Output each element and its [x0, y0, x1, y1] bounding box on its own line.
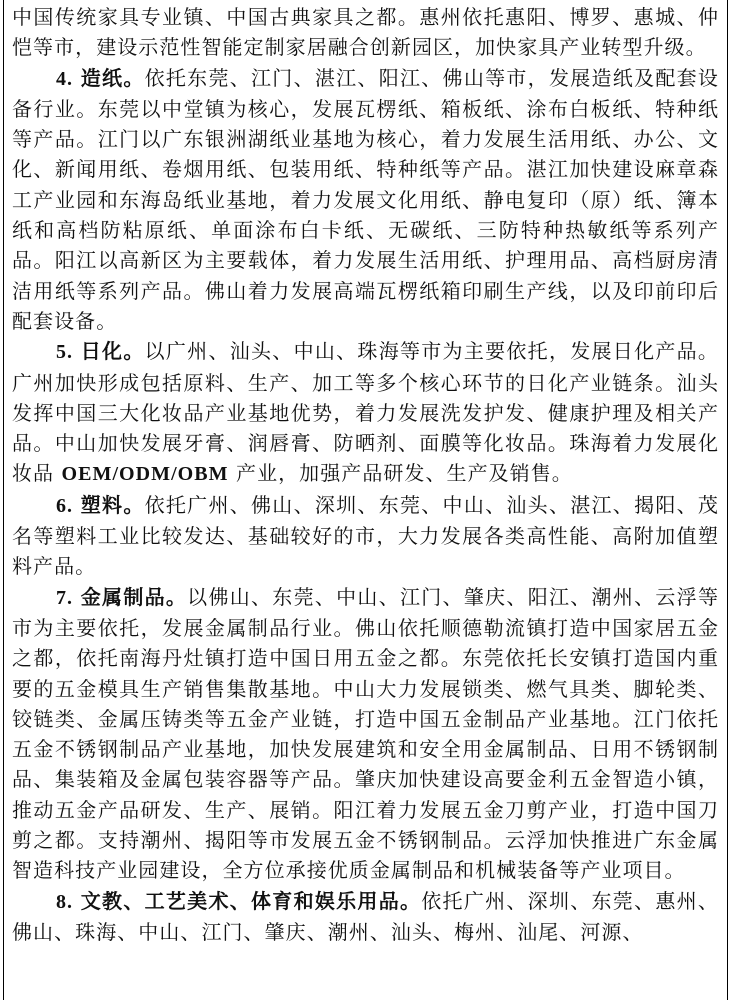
intro-paragraph	[12, 2, 719, 63]
section-heading: 塑料。	[80, 492, 145, 517]
section-body: 以广州、汕头、中山、珠海等市为主要依托，发展日化产品。广州加快形成包括原料、生产、加工等多个核心环节的日化产业链条。汕头发挥中国三大化妆品产业基地优势，着力发展洗发护发、健康护理及相关产品。中山加快发展牙膏、润唇膏、防晒剂、面膜等化妆品。珠海着力发展化妆品	[12, 339, 719, 486]
section-body-latin: OEM/ODM/OBM	[61, 463, 229, 486]
section-body: 依托东莞、江门、湛江、阳江、佛山等市，发展造纸及配套设备行业。东莞以中堂镇为核心，发展瓦楞纸、箱板纸、涂布白板纸、特种纸等产品。江门以广东银洲湖纸业基地为核心，着力发展生活用纸、办公、文化、新闻用纸、卷烟用纸、包装用纸、特种纸等产品。湛江加快建设麻章森工产业园和东海岛纸业基地，着力发展文化用纸、静电复印（原）纸、簿本纸和高档防粘原纸、单面涂布白卡纸、无碳纸、三防特种热敏纸等系列产品。阳江以高新区为主要载体，着力发展生活用纸、护理用品、高档厨房清洁用纸等系列产品。佛山着力发展高端瓦楞纸箱印刷生产线，以及印前印后配套设备。	[12, 65, 719, 333]
section-number: 7.	[56, 586, 74, 609]
section-heading: 日化。	[80, 339, 145, 364]
section-plastics	[12, 490, 719, 582]
section-daily-chemicals	[12, 336, 719, 489]
section-body: 产业，加强产品研发、生产及销售。	[228, 461, 573, 486]
section-heading: 文教、工艺美术、体育和娱乐用品。	[80, 888, 422, 913]
section-number: 6.	[56, 494, 74, 517]
document-page	[3, 0, 728, 1000]
section-number: 8.	[56, 890, 74, 913]
section-stationery-crafts	[12, 886, 719, 948]
section-number: 5.	[56, 341, 74, 364]
section-body: 依托广州、深圳、东莞、惠州、佛山、珠海、中山、江门、肇庆、潮州、汕头、梅州、汕尾、河源、	[12, 888, 719, 944]
section-body: 以佛山、东莞、中山、江门、肇庆、阳江、潮州、云浮等市为主要依托，发展金属制品行业。佛山依托顺德勒流镇打造中国家居五金之都，依托南海丹灶镇打造中国日用五金之都。东莞依托长安镇打造国内重要的五金模具生产销售集散基地。中山大力发展锁类、燃气具类、脚轮类、铰链类、金属压铸类等五金产业链，打造中国五金制品产业基地。江门依托五金不锈钢制品产业基地，加快发展建筑和安全用金属制品、日用不锈钢制品、集装箱及金属包装容器等产品。肇庆加快建设高要金利五金智造小镇，推动五金产品研发、生产、展销。阳江着力发展五金刀剪产业，打造中国刀剪之都。支持潮州、揭阳等市发展五金不锈钢制品。云浮加快推进广东金属智造科技产业园建设，全方位承接优质金属制品和机械装备等产业项目。	[12, 584, 719, 883]
section-number: 4.	[56, 67, 74, 90]
section-heading: 造纸。	[80, 65, 145, 90]
intro-text: 中国传统家具专业镇、中国古典家具之都。惠州依托惠阳、博罗、惠城、仲恺等市，建设示范性智能定制家居融合创新园区，加快家具产业转型升级。	[12, 5, 719, 60]
section-body: 依托广州、佛山、深圳、东莞、中山、汕头、湛江、揭阳、茂名等塑料工业比较发达、基础较好的市，大力发展各类高性能、高附加值塑料产品。	[12, 492, 719, 579]
section-metal-products	[12, 582, 719, 886]
section-paper	[12, 63, 719, 337]
section-heading: 金属制品。	[80, 584, 188, 609]
